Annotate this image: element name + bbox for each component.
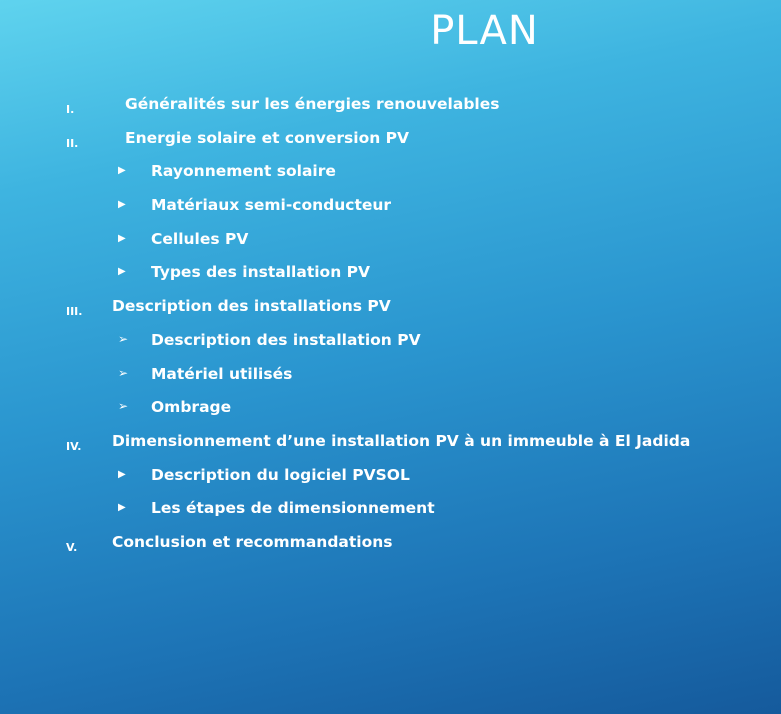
outline-item	[0, 128, 781, 162]
outline-subitem	[0, 229, 781, 263]
slide-title: PLAN	[430, 8, 539, 54]
roman-numeral: II.	[66, 136, 79, 150]
outline-subitem	[0, 330, 781, 364]
outline-item-text: Dimensionnement d’une installation PV à un immeuble à El Jadida	[112, 431, 691, 450]
roman-numeral: IV.	[66, 439, 82, 453]
roman-numeral: III.	[66, 305, 83, 319]
arrowhead-bullet-icon: ➢	[118, 365, 129, 380]
outline-item	[0, 431, 781, 465]
outline-subitem	[0, 161, 781, 195]
outline-item-text: Conclusion et recommandations	[112, 532, 393, 551]
triangle-bullet-icon: ▶	[118, 165, 126, 177]
roman-numeral: V.	[66, 540, 78, 554]
outline-list	[0, 94, 781, 566]
triangle-bullet-icon: ▶	[118, 232, 126, 244]
outline-subitem	[0, 195, 781, 229]
outline-subitem-text: Les étapes de dimensionnement	[151, 499, 435, 518]
outline-subitem	[0, 465, 781, 499]
outline-subitem-text: Types des installation PV	[151, 263, 370, 282]
outline-subitem	[0, 397, 781, 431]
outline-subitem-text: Description des installation PV	[151, 330, 421, 349]
roman-numeral: I.	[66, 103, 75, 116]
outline-item-text: Généralités sur les énergies renouvelables	[125, 95, 500, 113]
outline-subitem-text: Matériel utilisés	[151, 364, 293, 383]
outline-item	[0, 532, 781, 566]
outline-subitem-text: Description du logiciel PVSOL	[151, 465, 410, 484]
outline-item	[0, 296, 781, 330]
outline-subitem	[0, 364, 781, 398]
outline-subitem-text: Matériaux semi-conducteur	[151, 196, 392, 215]
outline-item	[0, 94, 781, 128]
triangle-bullet-icon: ▶	[118, 468, 126, 480]
outline-item-text: Description des installations PV	[112, 297, 391, 316]
triangle-bullet-icon: ▶	[118, 502, 126, 514]
outline-subitem-text: Rayonnement solaire	[151, 162, 336, 181]
outline-subitem	[0, 498, 781, 532]
outline-subitem-text: Ombrage	[151, 398, 232, 417]
outline-subitem-text: Cellules PV	[151, 229, 249, 248]
arrowhead-bullet-icon: ➢	[118, 399, 129, 414]
outline-item-text: Energie solaire et conversion PV	[125, 128, 410, 147]
triangle-bullet-icon: ▶	[118, 266, 126, 278]
arrowhead-bullet-icon: ➢	[118, 331, 129, 346]
triangle-bullet-icon: ▶	[118, 199, 126, 211]
outline-subitem	[0, 262, 781, 296]
